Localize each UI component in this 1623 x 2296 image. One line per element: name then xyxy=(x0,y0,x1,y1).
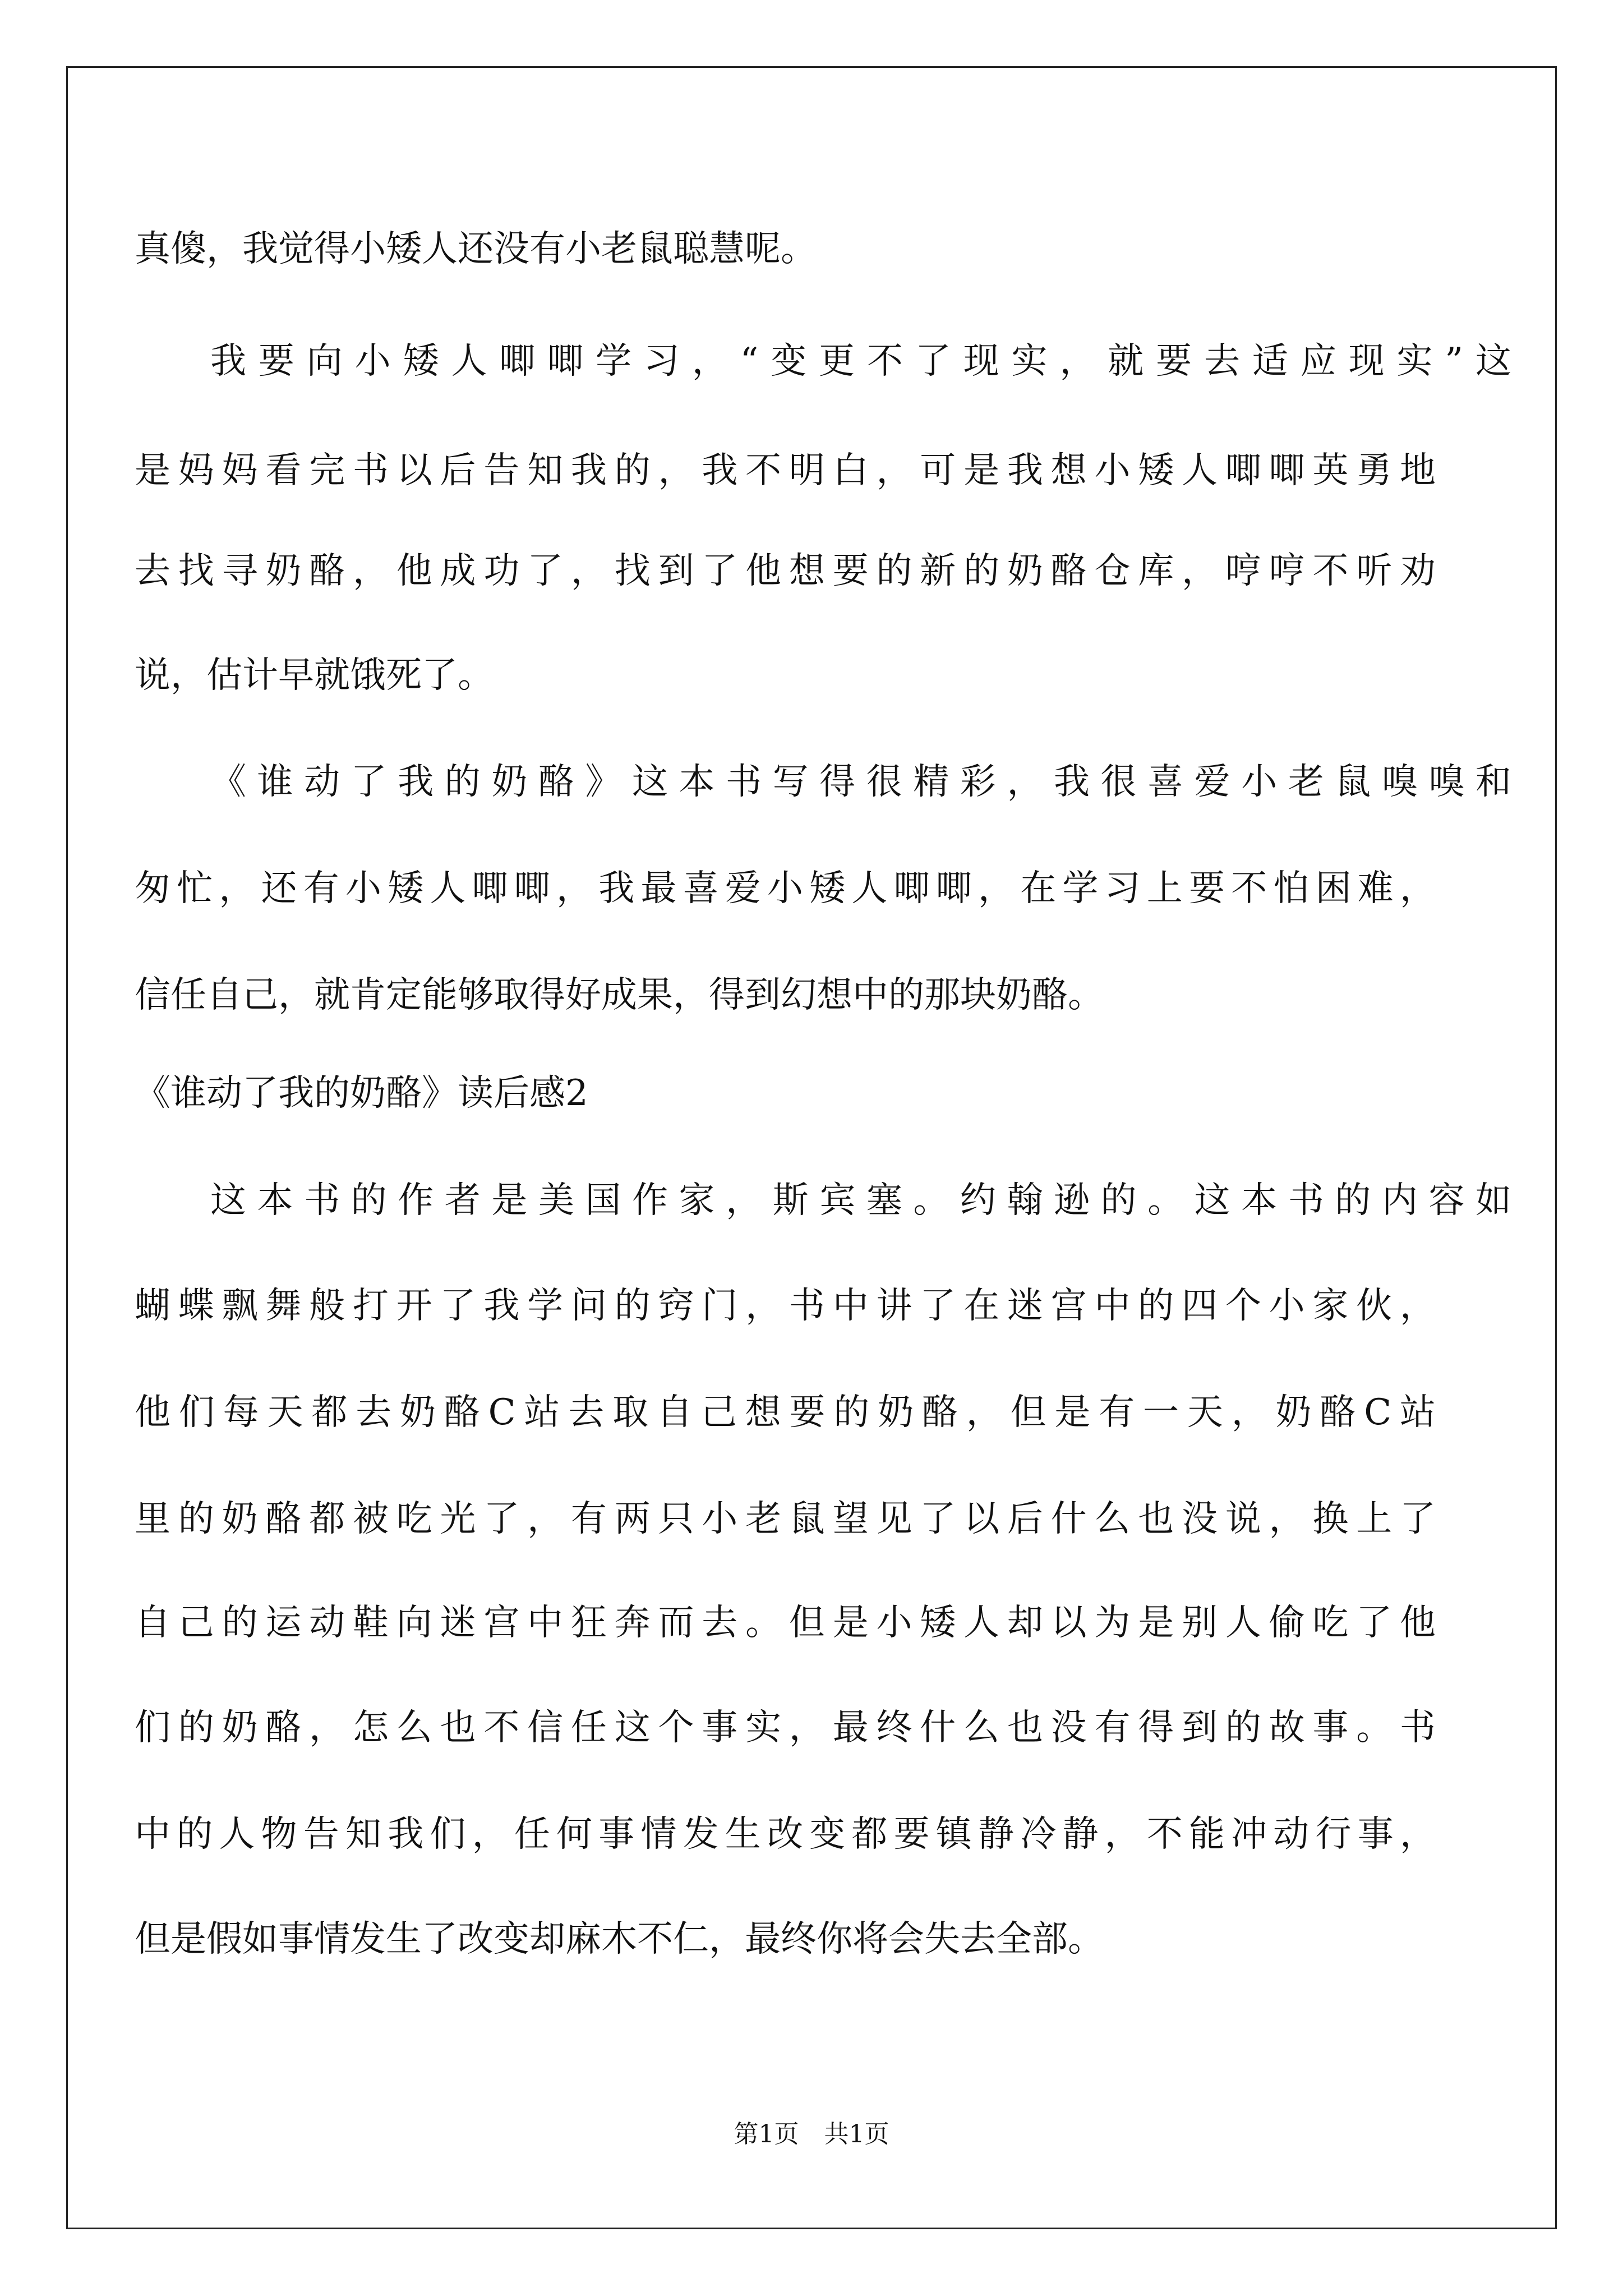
text-line: 真傻，我觉得小矮人还没有小老鼠聪慧呢。 xyxy=(135,228,817,270)
text-line: 中的人物告知我们，任何事情发生改变都要镇静冷静，不能冲动行事， xyxy=(135,1814,1436,1855)
text-line: 但是假如事情发生了改变却麻木不仁，最终你将会失去全部。 xyxy=(135,1918,1104,1960)
text-line: 我要向小矮人唧唧学习，“变更不了现实，就要去适应现实”这 xyxy=(210,341,1511,382)
text-line: 去找寻奶酪，他成功了，找到了他想要的新的奶酪仓库，哼哼不听劝 xyxy=(135,550,1436,592)
text-line: 《谁动了我的奶酪》这本书写得很精彩，我很喜爱小老鼠嗅嗅和 xyxy=(210,761,1511,803)
text-line: 他们每天都去奶酪C站去取自己想要的奶酪，但是有一天，奶酪C站 xyxy=(135,1392,1436,1433)
text-line: 们的奶酪，怎么也不信任这个事实，最终什么也没有得到的故事。书 xyxy=(135,1707,1436,1749)
text-line: 里的奶酪都被吃光了，有两只小老鼠望见了以后什么也没说，换上了 xyxy=(135,1498,1436,1540)
page-footer xyxy=(0,2122,1623,2147)
text-line: 这本书的作者是美国作家，斯宾塞。约翰逊的。这本书的内容如 xyxy=(210,1180,1511,1221)
text-line: 信任自己，就肯定能够取得好成果，得到幻想中的那块奶酪。 xyxy=(135,974,1104,1016)
page-number-current: 第1页 xyxy=(734,2120,799,2148)
text-line: 蝴蝶飘舞般打开了我学问的窍门，书中讲了在迷宫中的四个小家伙， xyxy=(135,1285,1436,1327)
section-heading: 《谁动了我的奶酪》读后感2 xyxy=(135,1073,588,1114)
page-number-total: 共1页 xyxy=(824,2120,889,2148)
text-line: 自己的运动鞋向迷宫中狂奔而去。但是小矮人却以为是别人偷吃了他 xyxy=(135,1602,1436,1644)
text-line: 是妈妈看完书以后告知我的，我不明白，可是我想小矮人唧唧英勇地 xyxy=(135,450,1436,491)
text-line: 说，估计早就饿死了。 xyxy=(135,655,494,696)
text-line: 匆忙，还有小矮人唧唧，我最喜爱小矮人唧唧，在学习上要不怕困难， xyxy=(135,868,1436,909)
